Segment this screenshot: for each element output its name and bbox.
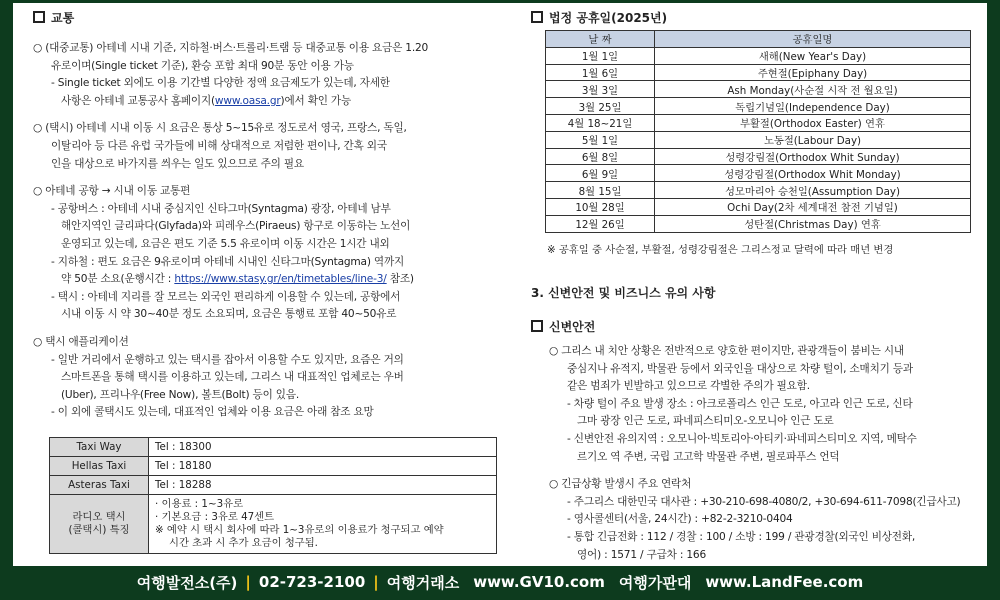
holiday-name-cell: Ash Monday(사순절 시작 전 월요일) <box>655 81 971 98</box>
text-line: 영어) : 1571 / 구급차 : 166 <box>577 548 706 561</box>
holiday-name-cell: 성탄절(Christmas Day) 연휴 <box>655 215 971 232</box>
safety-block <box>531 315 987 564</box>
text-line: - 영사콜센터(서울, 24시간) : +82-2-3210-0404 <box>567 513 793 526</box>
table-header-row <box>546 31 971 48</box>
taxi-table <box>49 437 497 554</box>
text-line: 이탈리아 등 다른 유럽 국가들에 비해 상대적으로 저렴한 편이나, 간혹 외국 <box>51 139 387 152</box>
text-line: (Uber), 프리나우(Free Now), 볼트(Bolt) 등이 있음. <box>61 388 300 401</box>
holiday-date-cell: 3월 3일 <box>546 81 655 98</box>
text-line: ○ 아테네 공항 → 시내 이동 교통편 <box>33 185 191 198</box>
radio-taxi-detail-cell <box>149 495 497 554</box>
airport-section <box>33 183 495 324</box>
text-fragment: 약 50분 소요(운행시간 : <box>61 273 175 286</box>
holiday-name-cell: 성령강림절(Orthodox Whit Sunday) <box>655 148 971 165</box>
taxi-tel-cell: Tel : 18300 <box>149 438 497 457</box>
table-row <box>546 131 971 148</box>
holiday-note: ※ 공휴일 중 사순절, 부활절, 성령강림절은 그리스정교 달력에 따라 매년 변경 <box>547 244 894 256</box>
holiday-date-cell: 10월 28일 <box>546 198 655 215</box>
holiday-date-cell: 4월 18~21일 <box>546 114 655 131</box>
text-line: 운영되고 있는데, 요금은 편도 기준 5.5 유로이며 이동 시간은 1시간 내외 <box>61 237 390 250</box>
taxi-app-section <box>33 334 495 422</box>
holiday-name-cell: 성모마리아 승천일(Assumption Day) <box>655 182 971 199</box>
text-line: - 통합 긴급전화 : 112 / 경찰 : 100 / 소방 : 199 / 관광경찰(외국인 비상전화, <box>567 530 916 543</box>
right-column <box>531 3 987 566</box>
document-page <box>13 3 987 566</box>
holiday-heading-text: 법정 공휴일(2025년) <box>549 10 668 25</box>
text-line: ○ (대중교통) 아테네 시내 기준, 지하철·버스·트롤리·트램 등 대중교통 이용 요금은 1.20 <box>33 42 429 54</box>
taxi-section <box>33 120 495 173</box>
transport-heading-text: 교통 <box>51 10 75 25</box>
footer-company: 여행발전소(주) <box>136 573 238 592</box>
taxi-name-cell: Hellas Taxi <box>50 457 149 476</box>
holiday-name-cell: 독립기념일(Independence Day) <box>655 98 971 115</box>
footer-price: 여행가판대 <box>618 573 692 592</box>
table-row <box>546 81 971 98</box>
text-line: - Single ticket 외에도 이용 기간별 다양한 정액 요금제도가 있는데, 자세한 <box>51 77 390 90</box>
radio-taxi-name-cell <box>50 495 149 554</box>
text-line: - 신변안전 유의지역 : 오모니아·빅토리아·아티키·파네피스티미오 지역, 메탁수 <box>567 432 917 445</box>
holiday-name-cell: 노동절(Labour Day) <box>655 131 971 148</box>
text-line: ○ 긴급상황 발생시 주요 연락처 <box>549 478 692 491</box>
holiday-date-cell: 6월 8일 <box>546 148 655 165</box>
taxi-name-cell: Asteras Taxi <box>50 476 149 495</box>
transport-heading <box>33 6 495 28</box>
left-column <box>33 3 495 566</box>
table-row <box>546 148 971 165</box>
holiday-heading <box>531 6 987 28</box>
text-line: 중심지나 유적지, 박물관 등에서 외국인을 대상으로 차량 털이, 소매치기 등과 <box>567 362 913 375</box>
footer-separator: | <box>373 573 379 591</box>
footer-bar <box>0 568 1000 596</box>
footer-site1-link[interactable]: www.GV10.com <box>473 573 605 591</box>
text-fragment: 참조) <box>386 273 414 286</box>
table-row <box>546 165 971 182</box>
table-row <box>50 495 497 554</box>
holiday-name-cell: 새해(New Year's Day) <box>655 47 971 64</box>
text-line: - 공항버스 : 아테네 시내 중심지인 신타그마(Syntagma) 광장, 아테네 남부 <box>51 202 391 215</box>
table-row <box>546 182 971 199</box>
text-line: 같은 범죄가 빈발하고 있으므로 각별한 주의가 필요함. <box>567 380 810 393</box>
table-row <box>546 114 971 131</box>
table-row <box>546 198 971 215</box>
checkbox-square-icon <box>33 11 45 23</box>
holiday-date-cell: 3월 25일 <box>546 98 655 115</box>
text-line: 시내 이동 시 약 30~40분 정도 소요되며, 요금은 통행료 포함 40~50유로 <box>61 308 397 321</box>
column-header: 날 짜 <box>546 31 655 48</box>
text-line: 스마트폰을 통해 택시를 이용하고 있는데, 그리스 내 대표적인 업체로는 우버 <box>61 371 404 384</box>
text-line: - 지하철 : 편도 요금은 9유로이며 아테네 시내인 신타그마(Syntagma) 역까지 <box>51 255 405 268</box>
text-line: - 택시 : 아테네 지리를 잘 모르는 외국인 편리하게 이용할 수 있는데, 공항에서 <box>51 290 401 303</box>
text-line: - 일반 거리에서 운행하고 있는 택시를 잡아서 이용할 수도 있지만, 요즘은 거의 <box>51 353 404 366</box>
checkbox-square-icon <box>531 320 543 332</box>
table-row <box>546 215 971 232</box>
text-line: 유로이며(Single ticket 기준), 환승 포함 최대 90분 동안 이용 가능 <box>51 59 354 72</box>
text-line <box>33 93 495 111</box>
text-line: 인을 대상으로 바가지를 씌우는 일도 있으므로 주의 필요 <box>51 157 304 170</box>
stasy-link[interactable]: https://www.stasy.gr/en/timetables/line-3/ <box>174 273 387 286</box>
holiday-date-cell: 12월 26일 <box>546 215 655 232</box>
column-header: 공휴일명 <box>655 31 971 48</box>
section-3-title: 3. 신변안전 및 비즈니스 유의 사항 <box>531 286 716 300</box>
holiday-name-cell: Ochi Day(2차 세계대전 참전 기념일) <box>655 198 971 215</box>
taxi-tel-cell: Tel : 18180 <box>149 457 497 476</box>
detail-line: · 기본요금 : 3유로 47센트 <box>155 511 275 523</box>
text-line <box>33 271 495 289</box>
table-row <box>546 98 971 115</box>
checkbox-square-icon <box>531 11 543 23</box>
public-transit-section <box>33 40 495 110</box>
text-line: - 이 외에 콜택시도 있는데, 대표적인 업체와 이용 요금은 아래 참조 요망 <box>51 406 374 419</box>
radio-taxi-name-line: 라디오 택시 <box>72 511 126 523</box>
holiday-table <box>545 30 971 233</box>
holiday-date-cell: 1월 6일 <box>546 64 655 81</box>
text-line: - 주그리스 대한민국 대사관 : +30-210-698-4080/2, +30-694-611-7098(긴급사고) <box>567 495 961 508</box>
table-row <box>50 457 497 476</box>
text-line: 해안지역인 글리파다(Glyfada)와 피레우스(Piraeus) 항구로 이동하는 노선이 <box>61 220 411 233</box>
text-line: ○ (택시) 아테네 시내 이동 시 요금은 통상 5~15유로 정도로서 영국, 프랑스, 독일, <box>33 122 407 135</box>
footer-exchange: 여행거래소 <box>386 573 460 592</box>
text-fragment: )에서 확인 가능 <box>280 94 352 107</box>
holiday-date-cell: 8월 15일 <box>546 182 655 199</box>
detail-line: · 이용료 : 1~3유로 <box>155 498 244 510</box>
holiday-date-cell: 6월 9일 <box>546 165 655 182</box>
table-row <box>546 64 971 81</box>
holiday-name-cell: 부활절(Orthodox Easter) 연휴 <box>655 114 971 131</box>
detail-line: 시간 초과 시 추가 요금이 청구됨. <box>169 537 318 549</box>
table-row <box>50 438 497 457</box>
text-fragment: 사항은 아테네 교통공사 홈페이지( <box>61 94 215 107</box>
holiday-name-cell: 성령강림절(Orthodox Whit Monday) <box>655 165 971 182</box>
footer-phone: 02-723-2100 <box>258 573 366 591</box>
text-line: 그마 광장 인근 도로, 파네피스티미오-오모니아 인근 도로 <box>577 415 834 428</box>
text-line: - 차량 털이 주요 발생 장소 : 아크로폴리스 인근 도로, 아고라 인근 도로, 신타 <box>567 397 913 410</box>
text-line: ○ 택시 애플리케이션 <box>33 335 129 348</box>
safety-heading-text: 신변안전 <box>549 319 596 334</box>
safety-section <box>531 343 987 466</box>
text-line: 르기오 역 주변, 국립 고고학 박물관 주변, 필로파푸스 언덕 <box>577 450 840 463</box>
safety-heading <box>531 315 987 337</box>
holiday-name-cell: 주현절(Epiphany Day) <box>655 64 971 81</box>
table-row <box>50 476 497 495</box>
holiday-table-body <box>546 47 971 232</box>
footer-site2-link[interactable]: www.LandFee.com <box>705 573 864 591</box>
detail-line: ※ 예약 시 택시 회사에 따라 1~3유로의 이용료가 청구되고 예약 <box>155 524 444 536</box>
radio-taxi-name-line: (콜택시) 특징 <box>68 524 130 536</box>
holiday-date-cell: 1월 1일 <box>546 47 655 64</box>
taxi-tel-cell: Tel : 18288 <box>149 476 497 495</box>
holiday-date-cell: 5월 1일 <box>546 131 655 148</box>
footer-separator: | <box>245 573 251 591</box>
text-line: ○ 그리스 내 치안 상황은 전반적으로 양호한 편이지만, 관광객들이 붐비는 시내 <box>549 345 904 357</box>
oasa-link[interactable]: www.oasa.gr <box>214 94 281 107</box>
taxi-name-cell: Taxi Way <box>50 438 149 457</box>
table-row <box>546 47 971 64</box>
emergency-section <box>531 476 987 564</box>
